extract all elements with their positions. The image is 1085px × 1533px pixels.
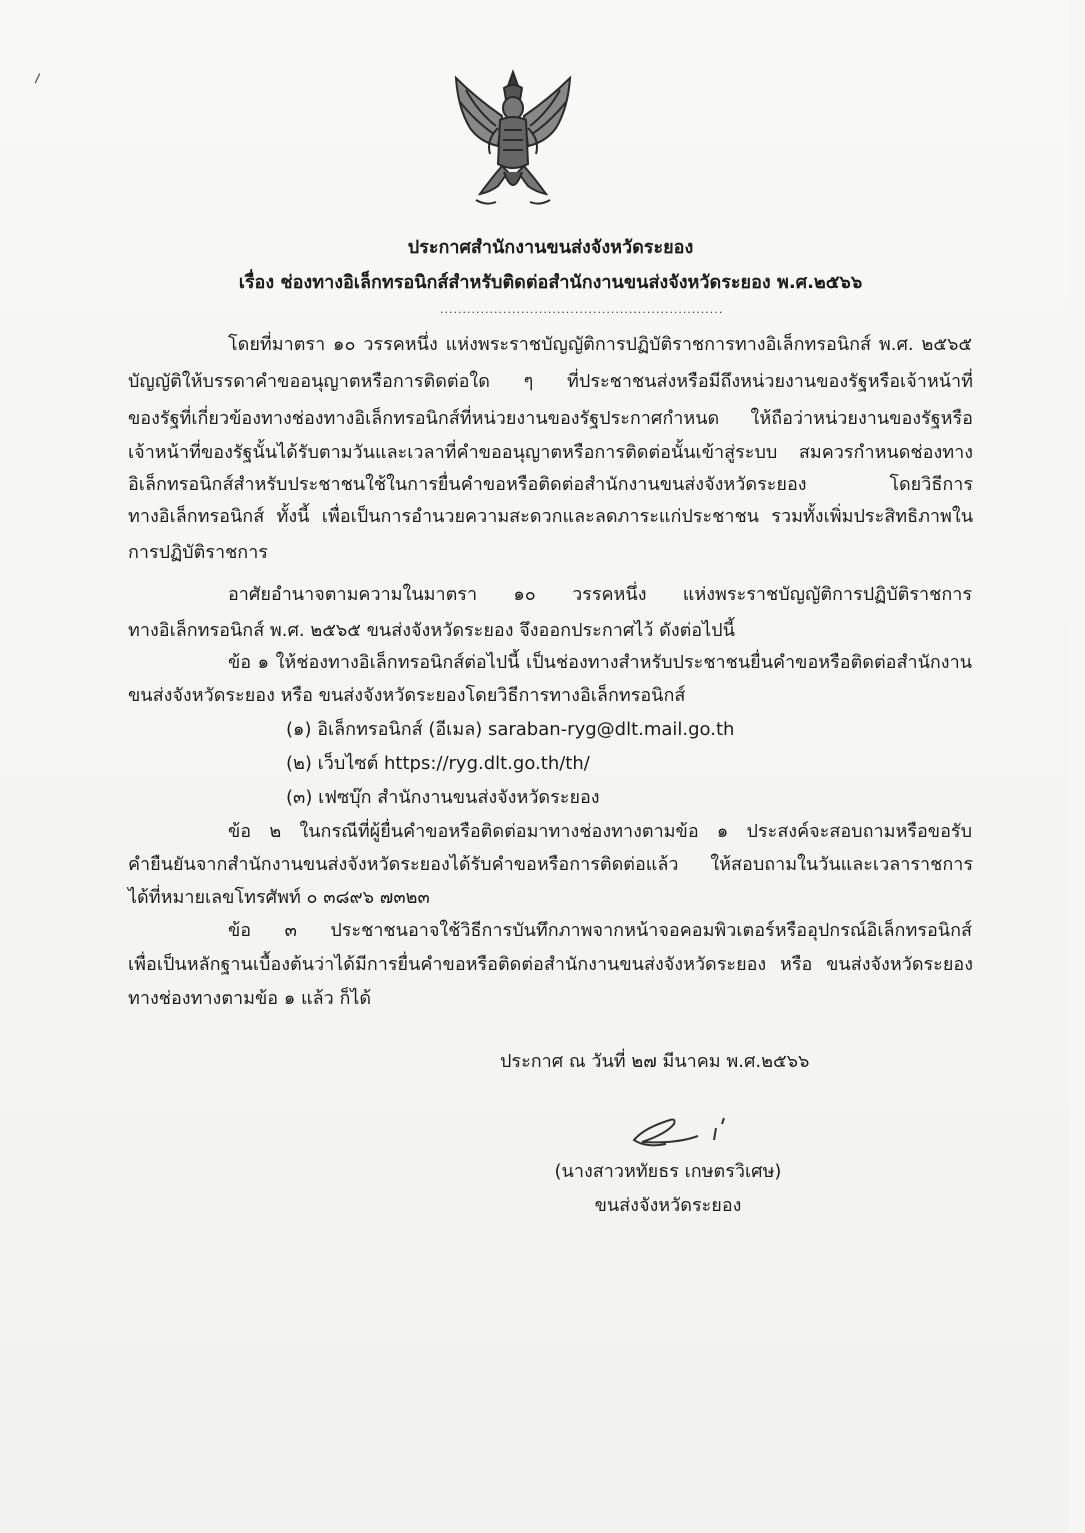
channel-website: (๒) เว็บไซต์ https://ryg.dlt.go.th/th/ bbox=[286, 753, 590, 774]
para1-line-3: ของรัฐที่เกี่ยวข้องทางช่องทางอิเล็กทรอนิกส์ที่หน่วยงานของรัฐประกาศกำหนด ให้ถือว่าหน่วยงานของรัฐหรือ bbox=[128, 408, 973, 429]
para1-line-2: บัญญัติให้บรรดาคำขออนุญาตหรือการติดต่อใด ๆ ที่ประชาชนส่งหรือมีถึงหน่วยงานของรัฐหรือเจ้าหน้าที่ bbox=[128, 371, 973, 392]
clause1-line-2: ขนส่งจังหวัดระยอง หรือ ขนส่งจังหวัดระยองโดยวิธีการทางอิเล็กทรอนิกส์ bbox=[128, 685, 686, 706]
clause3-line-2: เพื่อเป็นหลักฐานเบื้องต้นว่าได้มีการยื่นคำขอหรือติดต่อสำนักงานขนส่งจังหวัดระยอง หรือ ขนส่งจังหวัดระยอง bbox=[128, 954, 973, 975]
para1-line-7: การปฏิบัติราชการ bbox=[128, 542, 268, 563]
announcement-title: ประกาศสำนักงานขนส่งจังหวัดระยอง bbox=[407, 237, 694, 258]
channel-facebook: (๓) เฟซบุ๊ก สำนักงานขนส่งจังหวัดระยอง bbox=[286, 787, 600, 808]
announcement-date: ประกาศ ณ วันที่ ๒๗ มีนาคม พ.ศ.๒๕๖๖ bbox=[500, 1051, 810, 1072]
clause1-line-1: ข้อ ๑ ให้ช่องทางอิเล็กทรอนิกส์ต่อไปนี้ เป็นช่องทางสำหรับประชาชนยื่นคำขอหรือติดต่อสำนักงาน bbox=[228, 652, 972, 673]
clause2-line-3: ได้ที่หมายเลขโทรศัพท์ ๐ ๓๘๙๖ ๗๓๒๓ bbox=[128, 887, 430, 908]
para1-line-1: โดยที่มาตรา ๑๐ วรรคหนึ่ง แห่งพระราชบัญญัติการปฏิบัติราชการทางอิเล็กทรอนิกส์ พ.ศ. ๒๕๖๕ bbox=[228, 334, 972, 355]
para1-line-4: เจ้าหน้าที่ของรัฐนั้นได้รับตามวันและเวลาที่คำขออนุญาตหรือการติดต่อนั้นเข้าสู่ระบบ สมควรกำหนดช่องทาง bbox=[128, 442, 973, 463]
signature-icon bbox=[626, 1110, 746, 1160]
para2-line-2: ทางอิเล็กทรอนิกส์ พ.ศ. ๒๕๖๕ ขนส่งจังหวัดระยอง จึงออกประกาศไว้ ดังต่อไปนี้ bbox=[128, 620, 735, 641]
scan-mark: ⸝ bbox=[26, 60, 46, 89]
para1-line-5: อิเล็กทรอนิกส์สำหรับประชาชนใช้ในการยื่นคำขอหรือติดต่อสำนักงานขนส่งจังหวัดระยอง โดยวิธีการ bbox=[128, 474, 973, 495]
announcement-subject: เรื่อง ช่องทางอิเล็กทรอนิกส์สำหรับติดต่อสำนักงานขนส่งจังหวัดระยอง พ.ศ.๒๕๖๖ bbox=[238, 272, 863, 293]
clause2-line-1: ข้อ ๒ ในกรณีที่ผู้ยื่นคำขอหรือติดต่อมาทางช่องทางตามข้อ ๑ ประสงค์จะสอบถามหรือขอรับ bbox=[228, 821, 972, 842]
para2-line-1: อาศัยอำนาจตามความในมาตรา ๑๐ วรรคหนึ่ง แห่งพระราชบัญญัติการปฏิบัติราชการ bbox=[228, 584, 972, 605]
channel-email: (๑) อิเล็กทรอนิกส์ (อีเมล) saraban-ryg@dlt.mail.go.th bbox=[286, 719, 735, 740]
clause3-line-3: ทางช่องทางตามข้อ ๑ แล้ว ก็ได้ bbox=[128, 988, 372, 1009]
garuda-emblem-icon bbox=[446, 68, 580, 218]
signer-name: (นางสาวหทัยธร เกษตรวิเศษ) bbox=[554, 1161, 782, 1182]
title-divider: ............................................................... bbox=[440, 303, 724, 316]
signer-position: ขนส่งจังหวัดระยอง bbox=[594, 1195, 742, 1216]
clause2-line-2: คำยืนยันจากสำนักงานขนส่งจังหวัดระยองได้รับคำขอหรือการติดต่อแล้ว ให้สอบถามในวันและเวลาราชการ bbox=[128, 854, 973, 875]
clause3-line-1: ข้อ ๓ ประชาชนอาจใช้วิธีการบันทึกภาพจากหน้าจอคอมพิวเตอร์หรืออุปกรณ์อิเล็กทรอนิกส์ bbox=[228, 920, 972, 941]
para1-line-6: ทางอิเล็กทรอนิกส์ ทั้งนี้ เพื่อเป็นการอำนวยความสะดวกและลดภาระแก่ประชาชน รวมทั้งเพิ่มประสิทธิภาพใน bbox=[128, 506, 973, 527]
